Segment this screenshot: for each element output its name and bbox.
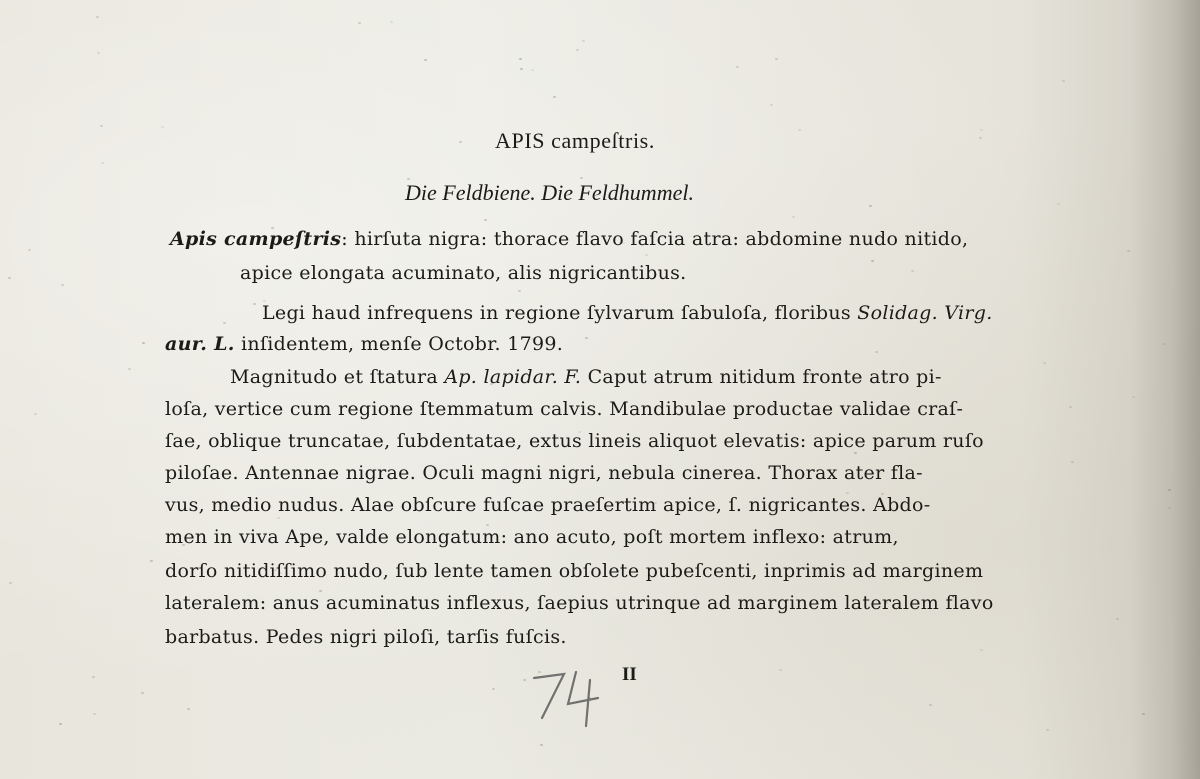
text-line — [165, 526, 899, 548]
paper-speck — [492, 688, 495, 690]
text-segment: lateralem: anus acuminatus inflexus, ſaepius utrinque ad marginem lateralem flavo — [165, 592, 994, 614]
page-title: APIS campeſtris. — [495, 128, 655, 153]
paper-speck — [911, 270, 914, 272]
text-line — [165, 430, 984, 452]
paper-speck — [9, 582, 12, 584]
text-segment: aur. L. — [165, 333, 235, 355]
paper-speck — [798, 129, 801, 131]
paper-speck — [770, 104, 773, 106]
paper-speck — [59, 723, 62, 725]
paper-speck — [779, 669, 782, 671]
paper-speck — [277, 517, 280, 519]
text-segment: Caput atrum nitidum fronte atro pi- — [581, 366, 942, 388]
paper-speck — [97, 52, 100, 54]
paper-speck — [871, 260, 874, 262]
paper-speck — [523, 679, 526, 681]
paper-speck — [1062, 80, 1065, 82]
paper-speck — [1071, 461, 1074, 463]
paper-speck — [980, 649, 983, 651]
paper-speck — [358, 22, 361, 24]
handwritten-note — [528, 660, 608, 730]
paper-speck — [28, 249, 31, 251]
paper-speck — [775, 58, 778, 60]
paper-speck — [792, 216, 795, 218]
text-segment: barbatus. Pedes nigri piloſi, tarſis fuſcis. — [165, 626, 567, 648]
paper-speck — [1132, 396, 1135, 398]
text-segment: ſae, oblique truncatae, ſubdentatae, extus lineis aliquot elevatis: apice parum ruſo — [165, 430, 984, 452]
paper-speck — [540, 744, 543, 746]
text-line — [165, 398, 963, 420]
text-line — [262, 302, 993, 324]
paper-speck — [1057, 203, 1060, 205]
text-line — [165, 333, 563, 355]
text-line — [165, 560, 983, 582]
text-line — [165, 626, 567, 648]
paper-speck — [980, 129, 983, 131]
paper-speck — [1142, 713, 1145, 715]
paper-speck — [854, 452, 857, 454]
paper-speck — [96, 16, 99, 18]
text-segment: Solidag. Virg. — [857, 302, 993, 324]
text-segment: Legi haud infrequens in regione ſylvarum ſabuloſa, floribus — [262, 302, 858, 324]
text-line — [165, 494, 930, 516]
text-segment: vus, medio nudus. Alae obſcure fuſcae praeſertim apice, ſ. nigricantes. Abdo- — [165, 494, 931, 516]
text-line — [170, 228, 968, 250]
paper-speck — [519, 58, 522, 60]
text-segment: loſa, vertice cum regione ſtemmatum calvis. Mandibulae productae validae craſ- — [165, 398, 964, 420]
signature-mark: II — [622, 664, 637, 685]
page-subtitle: Die Feldbiene. Die Feldhummel. — [405, 180, 694, 205]
paper-speck — [1069, 406, 1072, 408]
paper-speck — [61, 284, 64, 286]
paper-speck — [101, 162, 104, 164]
paper-speck — [869, 205, 872, 207]
paper-speck — [645, 254, 648, 256]
paper-speck — [161, 126, 164, 128]
paper-speck — [187, 708, 190, 710]
paper-speck — [128, 368, 131, 370]
paper-speck — [92, 676, 95, 678]
paper-speck — [8, 277, 11, 279]
paper-speck — [93, 713, 96, 715]
paper-speck — [142, 342, 145, 344]
paper-speck — [141, 692, 144, 694]
paper-speck — [1168, 489, 1171, 491]
text-segment: inſidentem, menſe Octobr. 1799. — [234, 333, 564, 355]
paper-speck — [223, 322, 226, 324]
text-line — [230, 366, 942, 388]
text-line — [165, 462, 923, 484]
paper-speck — [929, 704, 932, 706]
text-segment: apice elongata acuminato, alis nigricantibus. — [240, 262, 687, 284]
paper-speck — [736, 66, 739, 68]
text-segment: dorſo nitidiſſimo nudo, ſub lente tamen obſolete pubeſcenti, inprimis ad marginem — [165, 560, 984, 582]
paper-speck — [531, 69, 534, 71]
paper-speck — [150, 560, 153, 562]
paper-speck — [253, 303, 256, 305]
paper-speck — [585, 337, 588, 339]
text-line — [165, 592, 994, 614]
paper-speck — [576, 49, 579, 51]
text-line — [240, 262, 687, 284]
paper-speck — [1127, 250, 1130, 252]
paper-speck — [580, 177, 583, 179]
paper-speck — [459, 141, 462, 143]
paper-speck — [424, 59, 427, 61]
paper-speck — [34, 413, 37, 415]
paper-speck — [518, 290, 521, 292]
paper-speck — [520, 68, 523, 70]
paper-speck — [582, 40, 585, 42]
paper-speck — [1043, 362, 1046, 364]
paper-speck — [1046, 729, 1049, 731]
paper-speck — [100, 125, 103, 127]
paper-speck — [390, 21, 393, 23]
page-spine-shadow — [1130, 0, 1200, 779]
text-segment: Apis campeſtris — [170, 228, 342, 250]
paper-speck — [1168, 507, 1171, 509]
paper-speck — [553, 96, 556, 98]
text-segment: men in viva Ape, valde elongatum: ano acuto, poſt mortem inflexo: atrum, — [165, 526, 899, 548]
paper-speck — [484, 219, 487, 221]
paper-speck — [875, 351, 878, 353]
paper-speck — [1163, 343, 1166, 345]
text-segment: Ap. lapidar. F. — [444, 366, 582, 388]
paper-speck — [1116, 618, 1119, 620]
text-segment: Magnitudo et ſtatura — [230, 366, 445, 388]
paper-speck — [979, 137, 982, 139]
text-segment: piloſae. Antennae nigrae. Oculi magni nigri, nebula cinerea. Thorax ater fla- — [165, 462, 923, 484]
text-segment: : hirſuta nigra: thorace flavo faſcia atra: abdomine nudo nitido, — [341, 228, 969, 250]
